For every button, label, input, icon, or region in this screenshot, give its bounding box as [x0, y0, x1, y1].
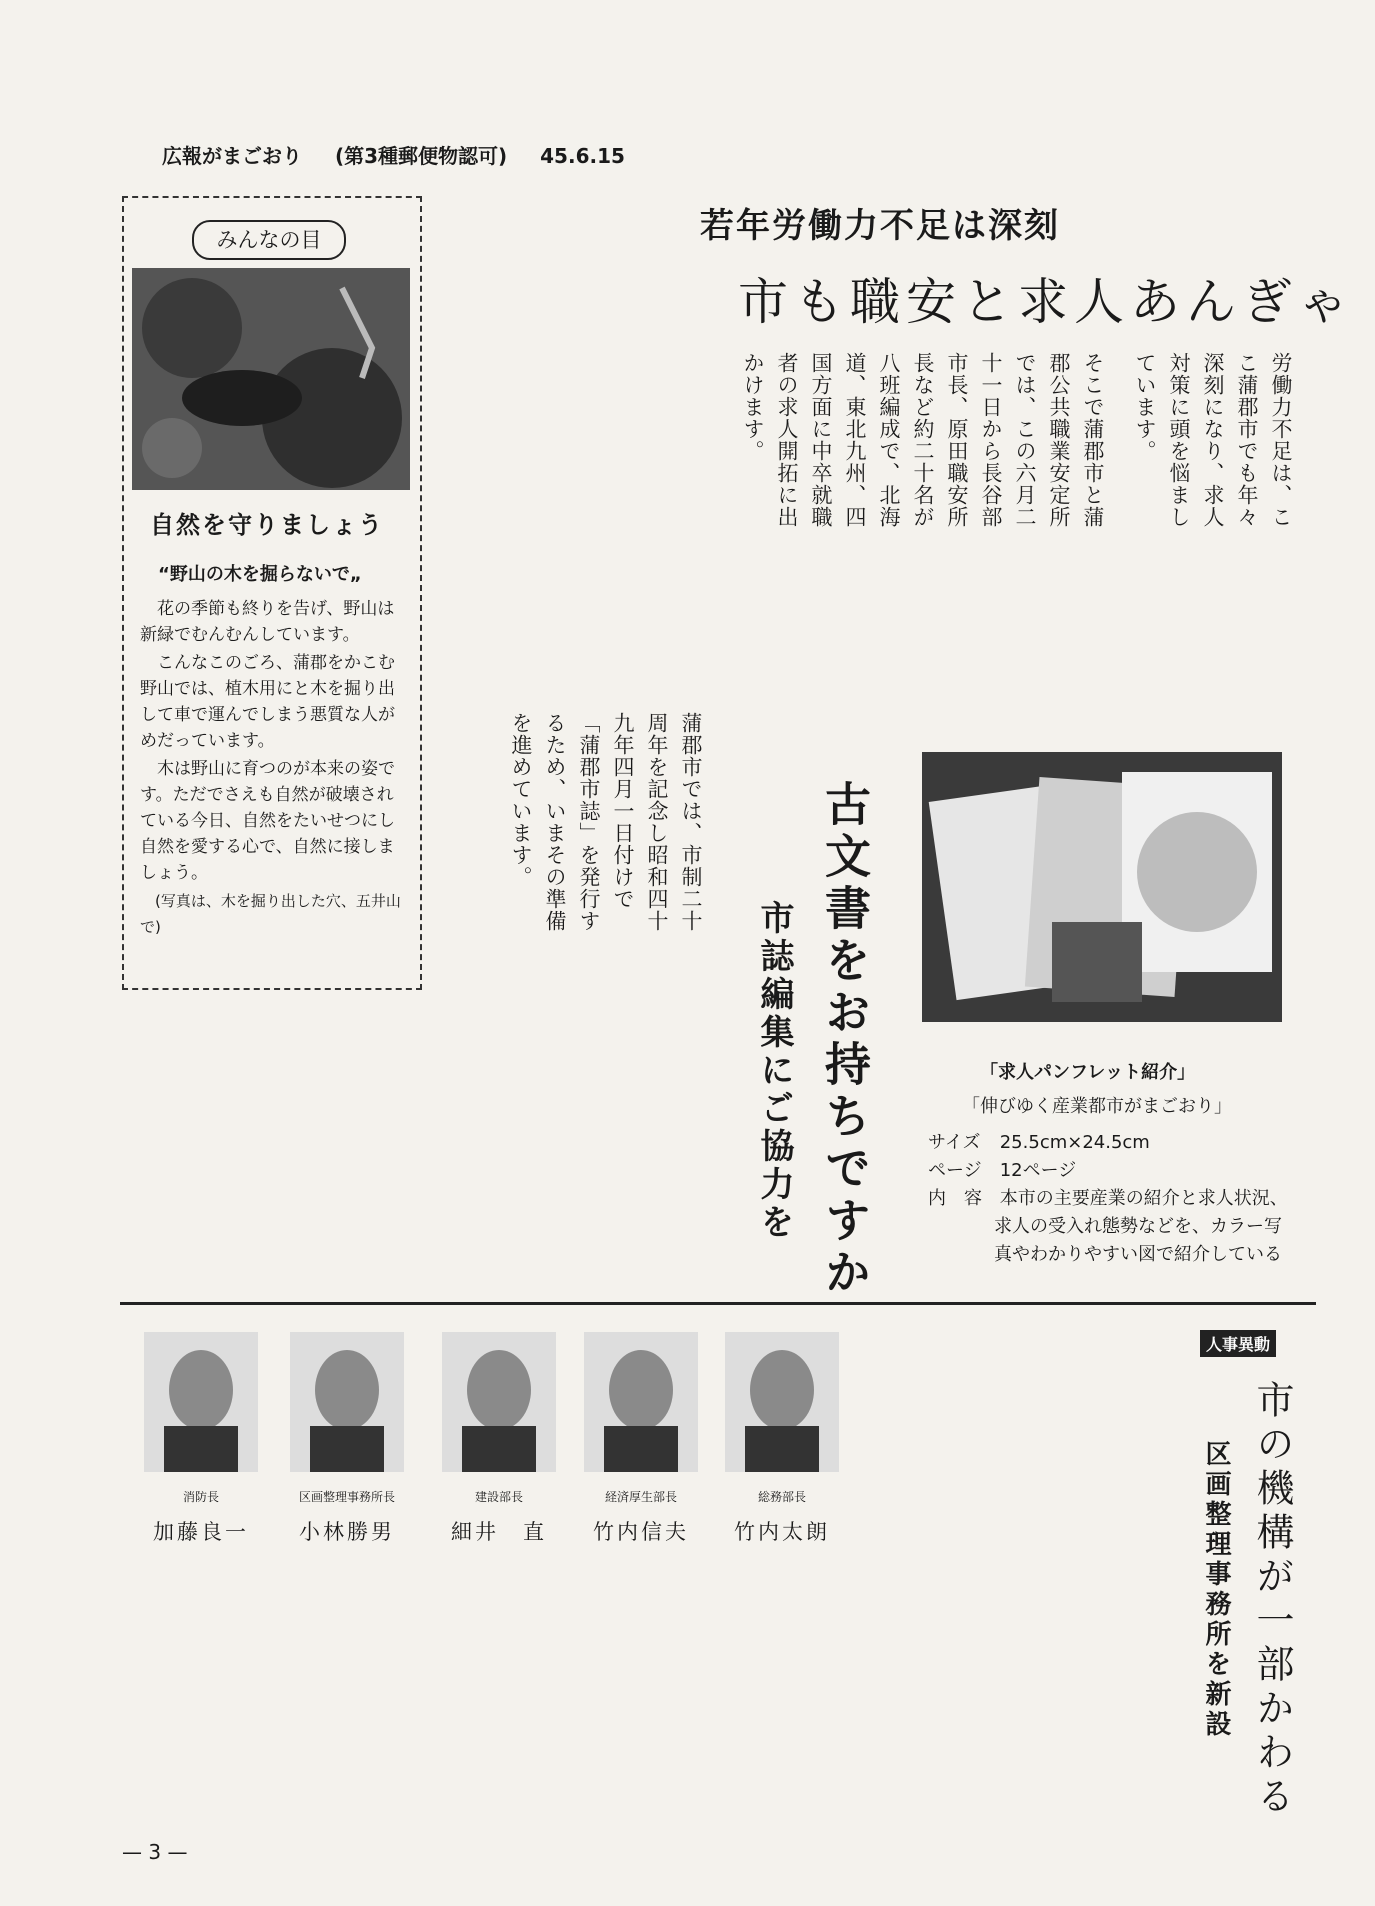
forest-photo-graphic — [132, 268, 410, 490]
shishi-title: 古文書をお持ちですか — [818, 780, 872, 1300]
portrait-title: 経済厚生部長 — [604, 1490, 677, 1504]
minna-body — [140, 596, 408, 942]
publication-name: 広報がまごおり — [162, 144, 302, 168]
portrait-name: 細井 直 — [451, 1520, 547, 1544]
shishi-subtitle: 市誌編集にご協力を — [754, 900, 794, 1242]
spec-row — [928, 1156, 1076, 1182]
portrait-graphic — [725, 1332, 839, 1472]
photo-caption: (写真は、木を掘り出した穴、五井山で) — [140, 892, 401, 936]
shishi-paragraph-1: 蒲郡市では、市制二十周年を記念し昭和四十九年四月一日付けで「蒲郡市誌」を発行するため、いまその準備を進めています。 — [509, 712, 703, 932]
personnel-headline: 市の機構が一部かわる — [1250, 1380, 1294, 1820]
labor-paragraph-1: 労働力不足は、ここ蒲郡市でも年々深刻になり、求人対策に頭を悩ましています。 — [1133, 352, 1293, 528]
spec-continuation: 真やわかりやすい図で紹介している — [994, 1244, 1282, 1265]
minna-subhead: “野山の木を掘らないで„ — [158, 564, 362, 585]
labor-headline: 市も職安と求人あんぎゃ — [738, 273, 1354, 331]
personnel-badge: 人事異動 — [1200, 1330, 1276, 1357]
portrait-photo — [290, 1332, 404, 1472]
portrait-graphic — [584, 1332, 698, 1472]
portrait-graphic — [144, 1332, 258, 1472]
portrait-name: 小林勝男 — [299, 1520, 395, 1544]
personnel-subhead: 区画整理事務所を新設 — [1201, 1440, 1231, 1740]
spec-label: サイズ — [928, 1132, 981, 1153]
pamphlet-photo — [922, 752, 1282, 1022]
minna-paragraph: こんなこのごろ、蒲郡をかこむ野山では、植木用にと木を掘り出して車で運んでしまう悪質な人がめだっています。 — [140, 653, 395, 751]
portrait-title: 建設部長 — [474, 1490, 523, 1504]
labor-paragraph-2: そこで蒲郡市と蒲郡公共職業安定所では、この六月二十一日から長谷部市長、原田職安所長など約二十名が八班編成で、北海道、東北九州、四国方面に中卒就職者の求人開拓に出かけます。 — [741, 352, 1105, 528]
spec-value: 12ページ — [999, 1160, 1077, 1181]
spec-continuation: 求人の受入れ態勢などを、カラー写 — [994, 1216, 1282, 1237]
pamphlet-caption-sub: 「伸びゆく産業都市がまごおり」 — [962, 1096, 1232, 1117]
portrait-photo — [725, 1332, 839, 1472]
minna-paragraph: 花の季節も終りを告げ、野山は新緑でむんむんしています。 — [140, 599, 395, 645]
pamphlet-photo-graphic — [922, 752, 1282, 1022]
portrait-name: 竹内信夫 — [593, 1520, 689, 1544]
spec-value: 25.5cm×24.5cm — [999, 1132, 1150, 1153]
labor-kicker: 若年労働力不足は深刻 — [700, 206, 1060, 246]
spec-label: ページ — [928, 1160, 982, 1181]
portrait-photo — [144, 1332, 258, 1472]
postal-permit: (第3種郵便物認可) — [334, 144, 508, 168]
spec-row — [928, 1184, 1288, 1210]
minna-headline: 自然を守りましょう — [150, 511, 384, 539]
portrait-title: 区画整理事務所長 — [298, 1490, 395, 1504]
masthead — [162, 140, 651, 169]
portrait-title: 総務部長 — [757, 1490, 806, 1504]
issue-date: 45.6.15 — [540, 144, 625, 168]
section-divider — [120, 1302, 1316, 1305]
portrait-photo — [442, 1332, 556, 1472]
portrait-name: 竹内太朗 — [734, 1520, 830, 1544]
pamphlet-caption-title: 「求人パンフレット紹介」 — [980, 1062, 1196, 1083]
minna-paragraph: 木は野山に育つのが本来の姿です。ただでさえも自然が破壊されている今日、自然をたいせつにし自然を愛する心で、自然に接しましょう。 — [140, 759, 395, 883]
portrait-graphic — [290, 1332, 404, 1472]
spec-label: 内 容 — [928, 1188, 982, 1209]
minna-box-title: みんなの目 — [192, 220, 346, 260]
spec-value: 本市の主要産業の紹介と求人状況、 — [999, 1188, 1288, 1209]
dug-hole-photo — [132, 268, 410, 490]
page-number: — 3 — — [122, 1840, 188, 1864]
spec-row — [928, 1128, 1150, 1154]
portrait-title: 消防長 — [182, 1490, 219, 1504]
portrait-graphic — [442, 1332, 556, 1472]
portrait-name: 加藤良一 — [153, 1520, 249, 1544]
portrait-photo — [584, 1332, 698, 1472]
